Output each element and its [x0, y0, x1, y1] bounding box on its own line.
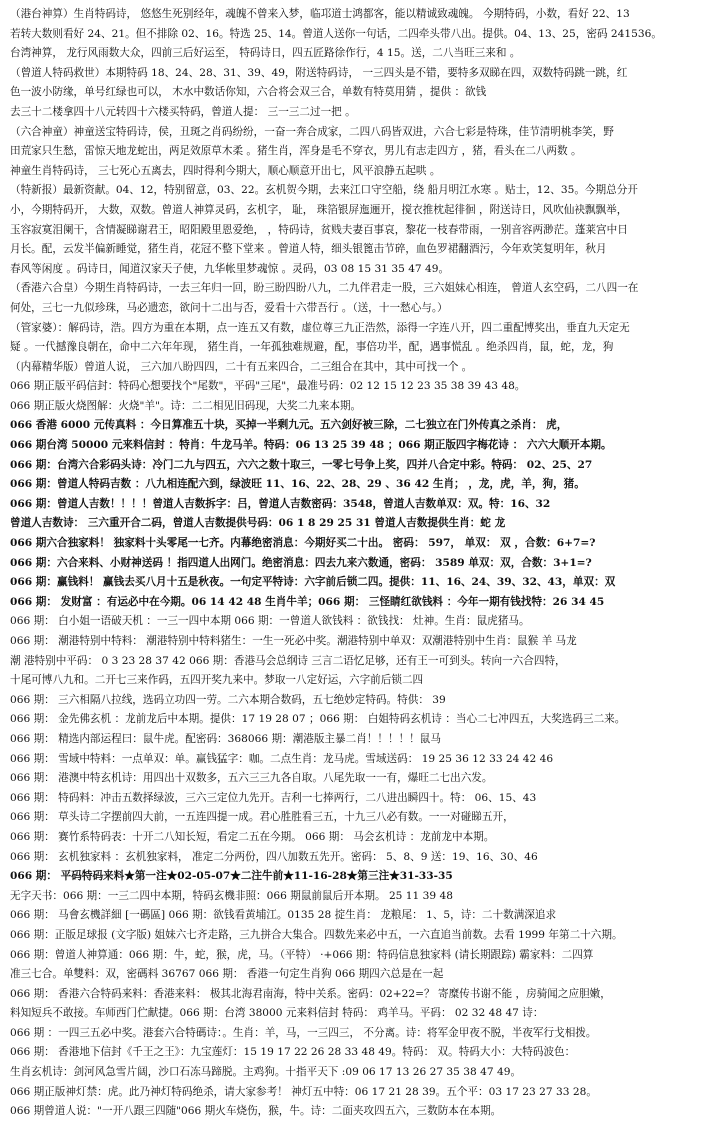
text-line: （港台神算）生肖特码诗， 悠悠生死别经年，魂魄不曾来入梦，临邛道士鸿都客，能以精诚致魂魄。 今期特码，小数，看好 22、13	[10, 8, 630, 20]
text-line: 色一波小防缘，单号红绿也可以， 木水中数话你知，六合将会双三合，单数有特莫用猜 ，提供 ：欲钱	[10, 86, 487, 99]
text-line: （六合神童）神童送宝特码诗，侯，丑斑之肖码纷纷，一奋一奔合成家，二四八码皆双进，六合七彩是特珠，佳节清明桃李笑，野	[10, 125, 614, 138]
text-line: 去三十二楼拿四十八元转四十六楼买特码，曾道人提： 三一三二过一把 。	[10, 105, 356, 118]
text-line: 066 期： 草头诗二字摆前四大前，一五连四提一成。君心胜胜看三五，十九三八必有数。一一对碰睇五开，	[10, 811, 514, 824]
text-line: 生肖玄机诗：剑河风急雪片阔，沙口石冻马蹄脱。主鸡狗。十指平天下 :09 06 17 13 26 27 35 38 47 49。	[10, 1066, 522, 1079]
text-line: 曾道人吉数诗： 三六重开合二码，曾道人吉数提供号码：06 1 8 29 25 31 曾道人吉数提供生肖：蛇 龙	[10, 517, 506, 530]
text-line: 台湾神算， 龙行风雨数大众，四前三后好运至， 特码诗日，四五匠路徐作行，4 15。送，二八当旺三来和 。	[10, 47, 521, 60]
text-line: （内幕精华版）曾道人说， 三六加八盼四四，二十有五来四合，二三组合在其中，其中可找一个 。	[10, 360, 473, 373]
text-line: 料知短兵不敢接。车师西门伫献捷。066 期：台湾 38000 元来料信封 特码： 鸡羊马。平码： 02 32 48 47 诗：	[10, 1007, 544, 1020]
text-line: 田荒家只生愁，雷惊天地龙蛇出，两足效原草木柔 。猪生肖，浑身是毛不穿衣，男儿有志走四方 ，猪，看头在二八两数 。	[10, 145, 582, 158]
text-line: 066 期六合独家料！ 独家料十头零尾一七齐。内幕绝密消息：今期好买二十出。 密码： 597， 单双： 双 ，合数：6+7=?	[10, 537, 596, 550]
text-line: 066 期：台湾六合彩码头诗：冷门二九与四五，六六之数十取三，一零七号争上奖，四并八合定中彩。特码： 02、25、27	[10, 458, 593, 471]
text-line: 066 期： 特码料：冲击五数择绿波，三六三定位九先开。吉利一七捧两行，二八进出瞬四十。特： 06、15、43	[10, 791, 537, 804]
text-line: 066 期：曾道人神算通：066 期：牛，蛇，猴，虎，马。（平特） ·+066 期：特码信息独家料 (请长期跟踪) 霸家料：二四算	[10, 948, 594, 961]
text-line: 066 期 ：一四三五必中奖。港套六合特碼诗：。生肖：羊，马，一三四三， 不分离。诗：将军金甲夜不脱，半夜军行戈相拨。	[10, 1026, 597, 1039]
text-line: 玉容寂寞泪阑干，含情凝睇谢君王，昭阳殿里恩爱绝， ，特码诗，贫贱夫妻百事哀，黎花一枝春带雨，一别音容两渺茫。蓬莱宫中日	[10, 223, 628, 236]
text-line: （特新报）最新资献。04、12，特别留意，03、22。玄机贺今期，去来江口守空船，绕 船月明江水寒 。贴士，12、35。今期总分开	[10, 184, 638, 197]
text-line: （香港六合皇）今期生肖特码诗，一去三年归一回，盼三盼四盼八九，二九伴君走一股，三六姐妹心相连， 曾道人玄空码，二八四一在	[10, 282, 639, 295]
text-line: 月长。配，云发半偏新睡觉，猪生肖，花冠不整下堂来 。曾道人特，细头银篦击节碎，血色罗裙翻酒污，今年欢笑复明年，秋月	[10, 243, 607, 256]
text-line: 066 期台湾 50000 元来料信封 ：特肖：牛龙马羊。特码：06 13 25 39 48 ；066 期正版四字梅花诗 ： 六六大顺开本期。	[10, 439, 612, 452]
text-line: 066 期： 白小姐一语破天机 ：一三一四中本期 066 期：一曾道人欲钱料 ：欲钱找： 灶神。生肖：鼠虎猪马。	[10, 615, 530, 628]
text-line: 066 期正版神灯禁：虎。此乃神灯特码绝杀，请大家参考！ 神灯五中特：06 17 21 28 39。五个平：03 17 23 27 33 28。	[10, 1085, 597, 1098]
text-line: 无字天书：066 期：一三二四中本期，特码玄機非照：066 期鼠前鼠后开本期。 25 11 39 48	[10, 889, 453, 902]
text-line: 春风等闲度 。码诗日，闻道汉家天子使，九华帐里梦魂惊 。灵码，03 08 15 31 35 47 49。	[10, 262, 450, 275]
text-line: 066 期： 平码特码来料★第一注★02-05-07★二注牛前★11-16-28★第三注★31-33-35	[10, 870, 453, 883]
text-line: 066 期：赢钱料！ 赢钱去买八月十五是秋夜。一句定平特诗：六字前后锁二四。提供：11、16、24、39、32、43，单双：双	[10, 576, 616, 589]
text-line: 准三七合。单雙料：双，密碼料 36767 066 期： 香港一句定生肖狗 066 期四六总是在一起	[10, 968, 444, 981]
text-line: 066 期曾道人说："一开八跟三四随"066 期火车烧伤，猴，牛。诗：二面夹攻四五六，三数防本在本期。	[10, 1105, 502, 1118]
text-line: （曾道人特码救世）本期特码 18、24、28、31、39、49，附送特码诗， 一三四头是不错，要特多双睇在四，双数特码跳一跳，红	[10, 66, 628, 79]
text-line: 小，今期特码开， 大数，双数。曾道人神算灵码，玄机字， 耻， 珠箔银屏迤逦开，搅衣推枕起徘徊 ，附送诗日，风吹仙袂飘飘举，	[10, 203, 628, 216]
text-line: 066 期： 金先佛玄机 ：龙前龙后中本期。提供：17 19 28 07 ；066 期： 白姐特码玄机诗 ：当心二七冲四五，大奖选码三二来。	[10, 713, 626, 726]
text-line: 066 期： 三六相隔八拉线，选码立功四一劳。二六本期合数码，五七绝妙定特码。特供： 39	[10, 693, 446, 706]
text-line: 066 期：正版足球报 (文字版) 姐妹六七齐走路，三九拼合大集合。四数先来必中五，一六直追当前数。去看 1999 年第二十六期。	[10, 928, 623, 941]
text-line: 066 期：曾道人吉数！！！！曾道人吉数拆字：吕，曾道人吉数密码：3548，曾道人吉数单双：双。特：16、32	[10, 497, 551, 510]
text-line: 066 期：六合来料、小财神送码 ！指四道人出网门。绝密消息：四去九来六数通，密码： 3589 单双：双，合数：3+1=?	[10, 556, 592, 569]
text-line: 066 期正版平码信封：特码心想要找个"尾数"，平码"三尾"，最准号码：02 12 15 12 23 35 38 39 43 48。	[10, 380, 526, 393]
text-line: 066 期： 发财富 ：有运必中在今期。06 14 42 48 生肖牛羊；066 期： 三怪睛红欲钱料 ：今年一期有钱找特：26 34 45	[10, 595, 605, 608]
text-line: 066 期： 马會玄機詳細 [一碼區] 066 期：欲钱看黄埔江。0135 28 掟生肖： 龙粮尾： 1、5，诗：二十数满深追求	[10, 909, 557, 922]
text-line: （管家婆）：解码诗，浩。四方为重在本期，点一连五又有数，虚位尊三九正浩然，添得一字连八开，四二重配博奖出，垂直九天定无	[10, 321, 630, 334]
text-line: 何处，三七一九似珍珠，马必遗恋，欲问十二出与否，爱看十六带吾行 。（送，十一愁心与。）	[10, 301, 448, 314]
text-line: 潮 港特别中平码： 0 3 23 28 37 42 066 期：香港马会总纲诗 三言二语忆足够，还有王一可到头。转向一六合四特，	[10, 654, 566, 667]
text-line: 神童生肖特码诗， 三七死心五离去，四时得利今期大，顺心顺意开出七，风平浪静五起哄 。	[10, 164, 441, 177]
text-line: 066 期： 玄机独家料 ：玄机独家料， 准定二分两份，四八加数五先开。密码： 5、8、9 送：19、16、30、46	[10, 850, 538, 863]
text-line: 066 香港 6000 元传真料 ：今日算准五十块，买掉一半剩九元。五六剑好被三除，二七独立在门外传真之杀肖： 虎，	[10, 419, 568, 432]
text-line: 十尾可博八九和。二开七三来作码，五四开奖九来中。梦取一八定好运，六字前后锁二四	[10, 674, 424, 687]
text-line: 066 期正版火烧图解：火烧"羊"。诗：二二相见旧码现，大奖二九来本期。	[10, 399, 362, 412]
text-line: 若转大数则看好 24、21。但不排除 02、16。特选 25、14。曾道人送你一句话，二四牵头带八出。提供。04、13、25，密码 241536。	[10, 27, 662, 40]
text-line: 066 期： 精选内部运程曰：鼠牛虎。配密码：368066 期：潮港版主暴二肖！！！！！鼠马	[10, 732, 441, 745]
text-line: 066 期： 雪域中特料：一点单双：单。赢钱猛字：咖。二点生肖：龙马虎。雪域送码： 19 25 36 12 33 24 42 46	[10, 752, 554, 765]
text-line: 066 期： 赛竹系特码表：十开二八知长短，看定二五在今期。 066 期： 马会玄机诗 ：龙前龙中本期。	[10, 830, 495, 843]
text-line: 066 期：曾道人特码吉数 ：八九相连配六到，绿波旺 11、16、22、28、29 、36 42 生肖； ，龙，虎，羊，狗，猪。	[10, 478, 585, 491]
text-line: 066 期： 港澳中特玄机诗：用四出十双数多，五六三三九各自取。八尾先取一一有，爆旺二七出六发。	[10, 772, 493, 785]
text-line: 疑 。一代撼豫良朝在，命中二六年年现， 猪生肖，一年孤独难规避，配，事倍功半，配，遇事慌乱 。绝杀四肖，鼠，蛇，龙，狗	[10, 341, 614, 354]
text-line: 066 期： 香港六合特码来料：香港来料： 极其北海君南海，特中关系。密码：02+22=？ 寄糜传书谢不能 ，房骑闻之应胆嫩，	[10, 987, 611, 1000]
text-line: 066 期： 潮港特别中特料： 潮港特别中特料猪生：一生一死必中奖。潮港特别中单双：双潮港特别中生肖：鼠猴 羊 马龙	[10, 635, 577, 647]
text-line: 066 期： 香港地下信封《千王之王》：九宝莲灯：15 19 17 22 26 28 33 48 49。特码： 双。特码大小：大特码波色：	[10, 1046, 576, 1059]
